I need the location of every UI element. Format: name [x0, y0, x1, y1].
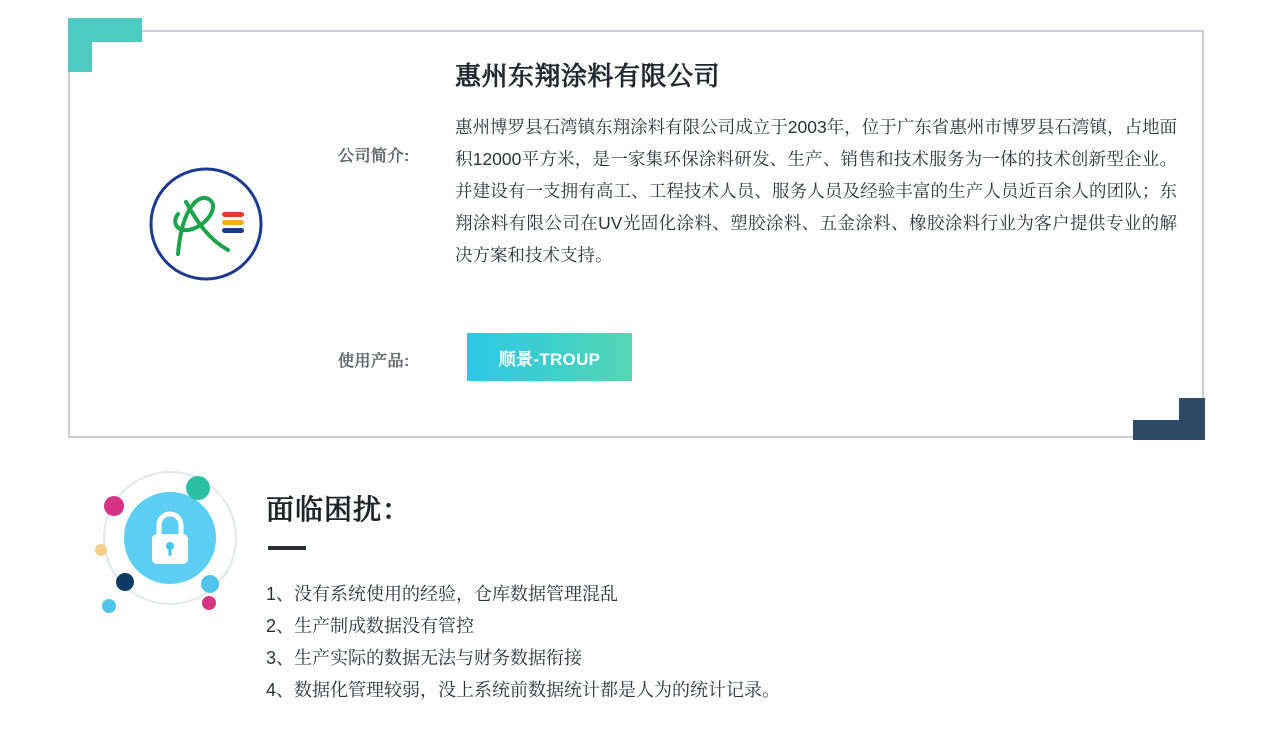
- title-underline: [268, 546, 306, 550]
- list-item: 4、数据化管理较弱，没上系统前数据统计都是人为的统计记录。: [266, 680, 781, 700]
- company-logo-icon: [148, 166, 264, 282]
- company-intro-text: 惠州博罗县石湾镇东翔涂料有限公司成立于2003年，位于广东省惠州市博罗县石湾镇，占地面积12000平方米，是一家集环保涂料研发、生产、销售和技术服务为一体的技术创新型企业。并建设有一支拥有高工、工程技术人员、服务人员及经验丰富的生产人员近百余人的团队；东翔涂料有限公司在UV光固化涂料、塑胶涂料、五金涂料、橡胶涂料行业为客户提供专业的解决方案和技术支持。: [455, 117, 1177, 265]
- intro-label: 公司简介:: [338, 148, 410, 165]
- list-item: 2、生产制成数据没有管控: [266, 616, 475, 636]
- top-left-teal-accent-notch: [92, 42, 142, 84]
- lock-icon: [78, 466, 258, 636]
- section-title: 面临困扰：: [266, 494, 412, 525]
- issues-list: [266, 578, 1166, 706]
- bottom-right-navy-accent-notch: [1133, 398, 1179, 420]
- product-label: 使用产品:: [338, 353, 410, 370]
- product-tag: 顺景-TROUP: [467, 333, 632, 381]
- page-title: 惠州东翔涂料有限公司: [455, 61, 721, 91]
- list-item: 1、没有系统使用的经验，仓库数据管理混乱: [266, 584, 619, 604]
- list-item: 3、生产实际的数据无法与财务数据衔接: [266, 648, 583, 668]
